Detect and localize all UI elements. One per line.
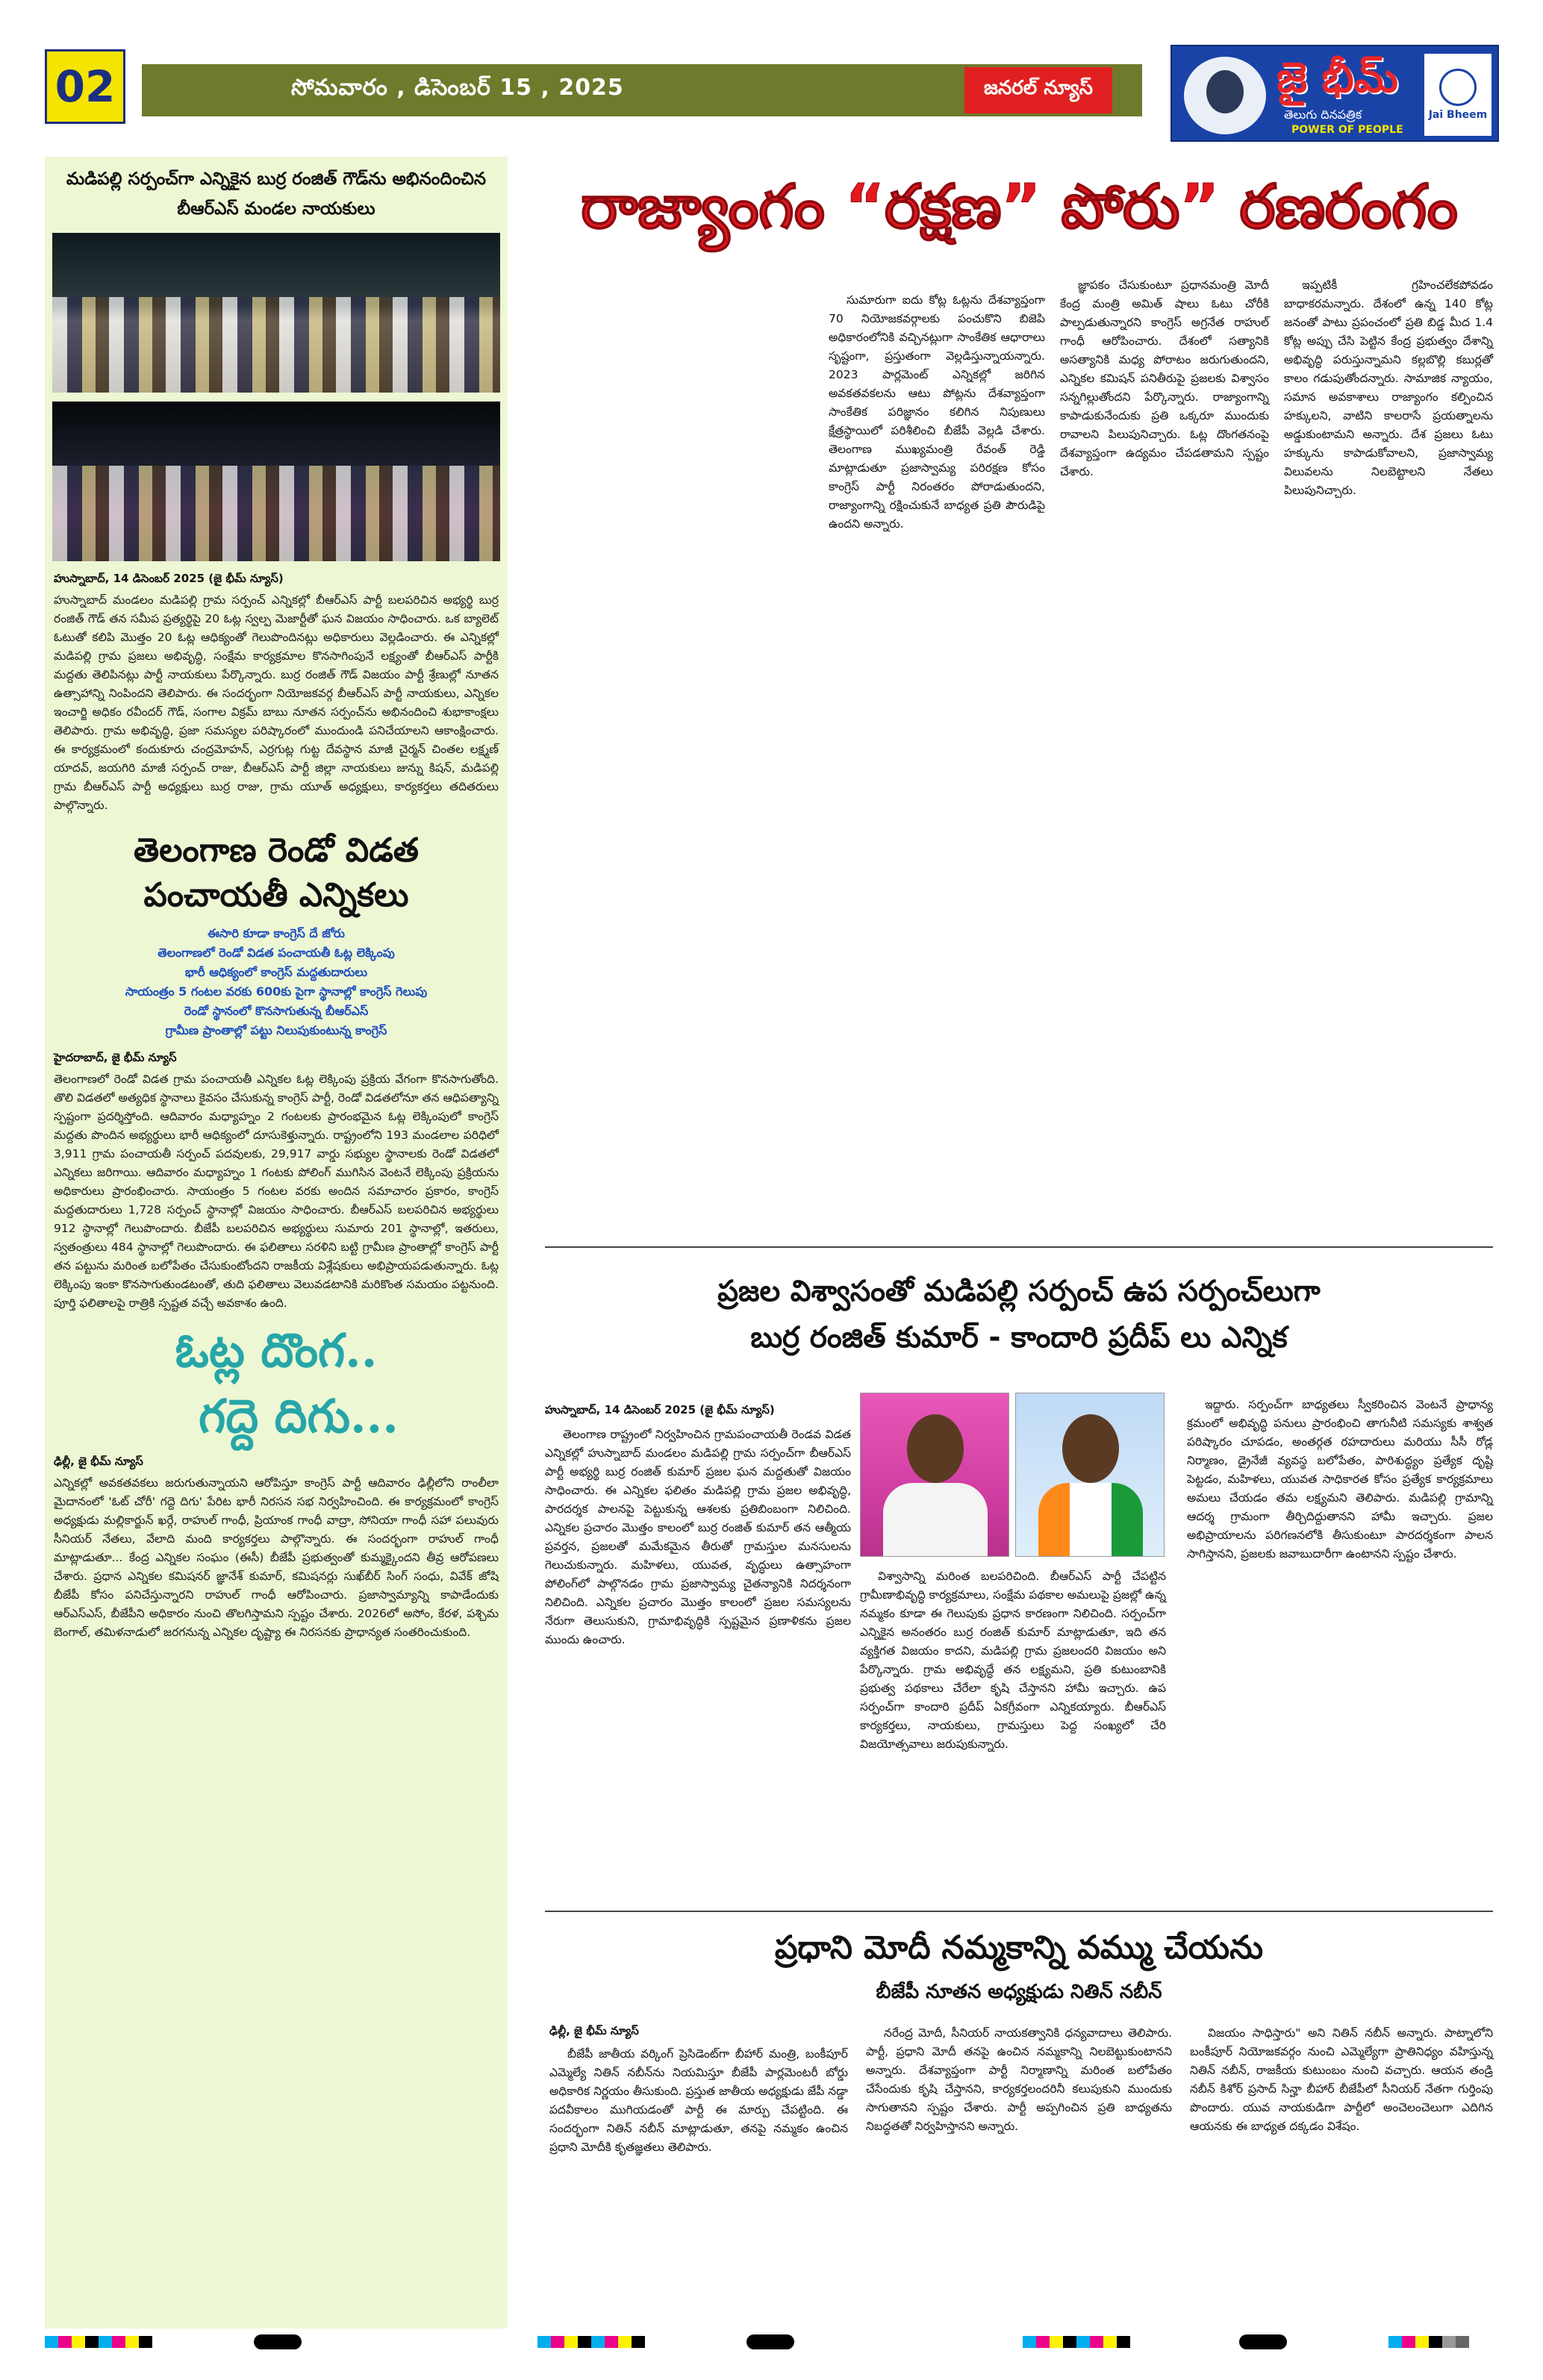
main-story-column-1 <box>829 291 1045 1224</box>
box-headline: మడిపల్లి సర్పంచ్‌గా ఎన్నికైన బుర్ర రంజిత్ గౌడ్‌ను అభినందించిన బీఆర్ఎస్ మండల నాయకులు <box>66 169 487 219</box>
headline-line: బుర్ర రంజిత్ కుమార్ - కాందారి ప్రదీప్ లు ఎన్నిక <box>750 1321 1288 1355</box>
main-story-column-3 <box>1284 276 1493 1224</box>
story-body: బీజేపీ జాతీయ వర్కింగ్ ప్రెసిడెంట్‌గా బీహార్ మంత్రి, బంకీపూర్ ఎమ్మెల్యే నితిన్ నబీన్‌ను నియమిస్తూ బీజేపీ పార్లమెంటరీ బోర్డు అధికారిక నిర్ణయం తీసుకుంది. ప్రస్తుత జాతీయ అధ్యక్షుడు జేపీ నడ్డా పదవీకాలం ముగియడంతో పార్టీ ఈ మార్పు చేపట్టింది. ఈ సందర్భంగా నితిన్ నబీన్ మాట్లాడుతూ, తనపై నమ్మకం ఉంచిన ప్రధాని మోదీకి కృతజ్ఞతలు తెలిపారు. <box>549 2047 848 2154</box>
sub-headline: రెండో స్థానంలో కొనసాగుతున్న బీఆర్ఎస్ <box>184 1004 369 1018</box>
story-dateline: హుస్నాబాద్, 14 డిసెంబర్ 2025 (జై భీమ్ న్యూస్) <box>545 1403 775 1417</box>
story-body: ఇప్పటికీ గ్రహించలేకపోవడం బాధాకరమన్నారు. దేశంలో ఉన్న 140 కోట్ల జనంతో పాటు ప్రపంచంలో ప్రతి బిడ్డ మీద 1.4 కోట్ల అప్పు చేసి పెట్టిన కేంద్ర ప్రభుత్వం దేశాన్ని అభివృద్ధి పరుస్తున్నామని కల్లబొల్లి కబుర్లతో కాలం గడుపుతోందన్నారు. సామాజిక న్యాయం, సమాన అవకాశాలు రాజ్యాంగం కల్పించిన హక్కులని, వాటిని కాలరాసే ప్రయత్నాలను అడ్డుకుంటామని అన్నారు. దేశ ప్రజలు ఓటు హక్కును కాపాడుకోవాలని, ప్రజాస్వామ్య విలువలను నిలబెట్టాలని నేతలు పిలుపునిచ్చారు. <box>1284 278 1493 497</box>
story-dateline: ఢిల్లీ, జై భీమ్ న్యూస్ <box>549 2024 639 2037</box>
registration-mark <box>746 2334 794 2349</box>
paper-tagline: POWER OF PEOPLE <box>1291 124 1403 136</box>
sub-headline: సాయంత్రం 5 గంటల వరకు 600కు పైగా స్థానాల్లో కాంగ్రెస్ గెలుపు <box>125 984 428 999</box>
brand-seal <box>1424 54 1491 136</box>
story-body: సుమారుగా ఐదు కోట్ల ఓట్లను దేశవ్యాప్తంగా 70 నియోజకవర్గాలకు పంచుకొని బిజెపి అధికారంలోనికి వచ్చినట్లుగా సాంకేతిక ఆధారాలు సృష్టంగా, ప్రస్తుతంగా వెల్లడిస్తున్నాయన్నారు. 2023 పార్లమెంట్ ఎన్నికల్లో జరిగిన అవకతవకలను ఆటు పోట్లను దేశవ్యాప్తంగా సాంకేతిక పరిజ్ఞానం కలిగిన నిపుణులు క్షేత్రస్థాయిలో పరిశీలించి బీజేపీ వెల్లడి చేశారు. తెలంగాణ ముఖ్యమంత్రి రేవంత్ రెడ్డి మాట్లాడుతూ ప్రజాస్వామ్య పరిరక్షణ కోసం కాంగ్రెస్ పార్టీ నిరంతరం పోరాడుతుందని, రాజ్యాంగాన్ని రక్షించుకునే బాధ్యత ప్రతి పౌరుడిపై ఉందని అన్నారు. <box>829 293 1045 531</box>
divider <box>545 1246 1493 1248</box>
newspaper-logo <box>1171 45 1499 142</box>
celebration-photo-day <box>52 233 500 393</box>
issue-date: సోమవారం , డిసెంబర్ 15 , 2025 <box>291 75 624 101</box>
deputy-sarpanch-photo <box>1015 1393 1165 1557</box>
registration-marks <box>1023 2336 1130 2348</box>
story-body: హుస్నాబాద్ మండలం మడిపల్లి గ్రామ సర్పంచ్ ఎన్నికల్లో బీఆర్ఎస్ పార్టీ బలపరిచిన అభ్యర్థి బుర్ర రంజిత్ గౌడ్ తన సమీప ప్రత్యర్థిపై 20 ఓట్ల స్వల్ప మెజార్టీతో ఘన విజయం సాధించారు. ఒక బ్యాలెట్ ఓటుతో కలిపి మొత్తం 20 ఓట్ల ఆధిక్యంతో గెలుపొందినట్లు అధికారులు వెల్లడించారు. ఈ ఎన్నికల్లో మడిపల్లి గ్రామ ప్రజలు అభివృద్ధి, సంక్షేమ కార్యక్రమాల కొనసాగింపునే లక్ష్యంతో బీఆర్ఎస్ పార్టీకి మద్దతు తెలిపినట్లు పార్టీ నాయకులు పేర్కొన్నారు. బుర్ర రంజిత్ గౌడ్ విజయం పార్టీ శ్రేణుల్లో నూతన ఉత్సాహాన్ని నింపిందని తెలిపారు. ఈ సందర్భంగా నియోజకవర్గ బీఆర్ఎస్ పార్టీ నాయకులు, ఎన్నికల ఇంచార్జి అధికం రవీందర్ గౌడ్, సంగాల విక్రమ్ బాబు నూతన సర్పంచ్‌ను అభినందించి శుభాకాంక్షలు తెలిపారు. గ్రామ అభివృద్ధి, ప్రజా సమస్యల పరిష్కారంలో ముందుండి పనిచేయాలని ఆకాంక్షించారు. ఈ కార్యక్రమంలో కందుకూరు చంద్రమోహన్, ఎర్రగుట్ల గుట్ట దేవస్థాన మాజీ చైర్మన్ చింతల లక్ష్మణ్ యాదవ్, జయగిరి మాజీ సర్పంచ్ రాజు, బీఆర్ఎస్ పార్టీ జిల్లా నాయకులు జున్ను కిషన్, మడిపల్లి గ్రామ బీఆర్ఎస్ పార్టీ అధ్యక్షులు బుర్ర రాజు, గ్రామ యూత్ అధ్యక్షులు, కార్యకర్తలు తదితరులు పాల్గొన్నారు. <box>54 593 499 812</box>
story-headline: తెలంగాణ రెండో విడత పంచాయతీ ఎన్నికలు <box>133 831 420 914</box>
story-body: తెలంగాణలో రెండో విడత గ్రామ పంచాయతీ ఎన్నికల ఓట్ల లెక్కింపు ప్రక్రియ వేగంగా కొనసాగుతోంది. తొలి విడతలో అత్యధిక స్థానాలు కైవసం చేసుకున్న కాంగ్రెస్ పార్టీ, రెండో విడతలోనూ తన ఆధిపత్యాన్ని స్పష్టంగా ప్రదర్శిస్తోంది. ఆదివారం మధ్యాహ్నం 2 గంటలకు ప్రారంభమైన ఓట్ల లెక్కింపులో కాంగ్రెస్ మద్దతు పొందిన అభ్యర్థులు భారీ ఆధిక్యంలో దూసుకెళ్తున్నారు. రాష్ట్రంలోని 193 మండలాల పరిధిలో 3,911 గ్రామ పంచాయతీ సర్పంచ్ పదవులకు, 29,917 వార్డు సభ్యుల స్థానాలకు రెండో విడతలో ఎన్నికలు జరిగాయి. ఆదివారం మధ్యాహ్నం 1 గంటకు పోలింగ్ ముగిసిన వెంటనే లెక్కింపు ప్రక్రియను అధికారులు ప్రారంభించారు. సాయంత్రం 5 గంటల వరకు అందిన సమాచారం ప్రకారం, కాంగ్రెస్ మద్దతుదారులు 1,728 సర్పంచ్ స్థానాల్లో విజయం సాధించారు. బీఆర్ఎస్ బలపరిచిన అభ్యర్థులు 912 స్థానాల్లో గెలుపొందారు. బీజేపీ బలపరిచిన అభ్యర్థులు సుమారు 201 స్థానాల్లో, ఇతరులు, స్వతంత్రులు 484 స్థానాల్లో గెలుపొందారు. ఈ ఫలితాలు సరళిని బట్టి గ్రామీణ ప్రాంతాల్లో కాంగ్రెస్ పార్టీ తన పట్టును మరింత బలోపేతం చేసుకుంటోందని రాజకీయ విశ్లేషకులు అభిప్రాయపడుతున్నారు. ఓట్ల లెక్కింపు ఇంకా కొనసాగుతుండటంతో, తుది ఫలితాలు వెలువడటానికి మరికొంత సమయం పట్టనుంది. పూర్తి ఫలితాలపై రాత్రికి స్పష్టత వచ్చే అవకాశం ఉంది. <box>54 1072 499 1310</box>
story-body: జ్ఞాపకం చేసుకుంటూ ప్రధానమంత్రి మోదీ కేంద్ర మంత్రి అమిత్ షాలు ఓటు చోరీకి పాల్పడుతున్నారని కాంగ్రెస్ అగ్రనేత రాహుల్ గాంధీ ఆరోపించారు. దేశంలో సత్యానికి అసత్యానికి మధ్య పోరాటం జరుగుతుందని, ఎన్నికల కమిషన్ పనితీరుపై ప్రజలకు విశ్వాసం సన్నగిల్లుతోందని పేర్కొన్నారు. రాజ్యాంగాన్ని కాపాడుకునేందుకు ప్రతి ఒక్కరూ ముందుకు రావాలని పిలుపునిచ్చారు. ఓట్ల దొంగతనంపై దేశవ్యాప్తంగా ఉద్యమం చేపడతామని స్పష్టం చేశారు. <box>1060 278 1269 478</box>
registration-mark <box>254 2334 302 2349</box>
face-image <box>1062 1414 1119 1483</box>
crowd-image <box>52 297 500 393</box>
page-number: 02 <box>45 49 125 124</box>
story-body: ఇద్దారు. సర్పంచ్‌గా బాధ్యతలు స్వీకరించిన వెంటనే ప్రాధాన్య క్రమంలో అభివృద్ధి పనులు ప్రారంభించి తాగునీటి సమస్యకు శాశ్వత పరిష్కారం చూపడం, అంతర్గత రహదారులు మరియు సీసీ రోడ్ల నిర్మాణం, డ్రైనేజీ వ్యవస్థ బలోపేతం, పారిశుద్ధ్యం ప్రత్యేక దృష్టి పెట్టడం, మహిళలు, యువత సాధికారత కోసం ప్రత్యేక కార్యక్రమాలు అమలు చేయడం తమ లక్ష్యమని తెలిపారు. మడిపల్లి గ్రామాన్ని ఆదర్శ గ్రామంగా తీర్చిదిద్దుతానని హామీ ఇచ్చారు. ప్రజల అభిప్రాయాలను పరిగణనలోకి తీసుకుంటూ పారదర్శకంగా పాలన సాగిస్తానని, ప్రజలకు జవాబుదారీగా ఉంటానని స్పష్టం చేశారు. <box>1187 1398 1493 1561</box>
modi-column-2 <box>866 2024 1172 2323</box>
portrait-image <box>1184 57 1266 134</box>
modi-subheadline: బీజేపీ నూతన అధ్యక్షుడు నితిన్ నబీన్ <box>876 1981 1162 2003</box>
sub-headline: ఈసారి కూడా కాంగ్రెస్ దే జోరు <box>208 926 345 940</box>
registration-mark <box>1239 2334 1287 2349</box>
story-body: విశ్వాసాన్ని మరింత బలపరిచింది. బీఆర్ఎస్ పార్టీ చేపట్టిన గ్రామీణాభివృద్ధి కార్యక్రమాలు, సంక్షేమ పథకాల అమలుపై ప్రజల్లో ఉన్న నమ్మకం కూడా ఈ గెలుపుకు ప్రధాన కారణంగా నిలిచింది. సర్పంచ్‌గా ఎన్నికైన అనంతరం బుర్ర రంజిత్ కుమార్ మాట్లాడుతూ, ఇది తన వ్యక్తిగత విజయం కాదని, మడిపల్లి గ్రామ ప్రజలందరి విజయం అని పేర్కొన్నారు. గ్రామ అభివృద్ధే తన లక్ష్యమని, ప్రతి కుటుంబానికి ప్రభుత్వ పథకాలు చేరేలా కృషి చేస్తానని హామీ ఇచ్చారు. ఉప సర్పంచ్‌గా కాందారి ప్రదీప్ ఏకగ్రీవంగా ఎన్నికయ్యారు. బీఆర్ఎస్ కార్యకర్తలు, నాయకులు, గ్రామస్తులు పెద్ద సంఖ్యలో చేరి విజయోత్సవాలు జరుపుకున్నారు. <box>860 1570 1166 1751</box>
sarpanch-photo <box>860 1393 1009 1557</box>
paper-name: జై భీమ్ <box>1277 54 1398 102</box>
story-body: తెలంగాణ రాష్ట్రంలో నిర్వహించిన గ్రామపంచాయతీ రెండవ విడత ఎన్నికల్లో హుస్నాబాద్ మండలం మడిపల్లి గ్రామ సర్పంచ్‌గా బీఆర్ఎస్ పార్టీ అభ్యర్థి బుర్ర రంజిత్ కుమార్ ప్రజల ఘన మద్దతుతో విజయం సాధించారు. ఈ ఎన్నికల ఫలితం మడిపల్లి గ్రామ ప్రజల అభివృద్ధి, పారదర్శక పాలనపై పెట్టుకున్న ఆశలకు ప్రతిబింబంగా నిలిచింది. ఎన్నికల ప్రచారం మొత్తం కాలంలో బుర్ర రంజిత్ కుమార్ తన ఆత్మీయ ప్రవర్తన, ప్రజలతో మమేకమైన తీరుతో గ్రామస్తుల మనసులను గెలుచుకున్నారు. మహిళలు, యువత, వృద్ధులు ఉత్సాహంగా పోలింగ్‌లో పాల్గొనడం గ్రామ ప్రజాస్వామ్య చైతన్యానికి నిదర్శనంగా నిలిచింది. ఎన్నికల ప్రచారం మొత్తం కాలంలో ప్రజల సమస్యలను నేరుగా తెలుసుకుని, గ్రామాభివృద్ధికి స్పష్టమైన ప్రణాళికను ప్రజల ముందు ఉంచారు. <box>545 1428 851 1646</box>
story-headline: గద్దె దిగు... <box>199 1389 399 1443</box>
story-dateline: హైదరాబాద్, జై భీమ్ న్యూస్ <box>54 1051 177 1064</box>
story-body: ఎన్నికల్లో అవకతవకలు జరుగుతున్నాయని ఆరోపిస్తూ కాంగ్రెస్ పార్టీ ఆదివారం ఢిల్లీలోని రాంలీలా మైదానంలో 'ఓట్ చోరీ' గద్దె దిగు' పేరిట భారీ నిరసన సభ నిర్వహించింది. ఈ కార్యక్రమంలో కాంగ్రెస్ అధ్యక్షుడు మల్లికార్జున్ ఖర్గే, రాహుల్ గాంధీ, ప్రియాంక గాంధీ వాద్రా, సోనియా గాంధీ సహా పలువురు సీనియర్ నేతలు, వేలాది మంది కార్యకర్తలు పాల్గొన్నారు. ఈ సందర్భంగా రాహుల్ గాంధీ మాట్లాడుతూ... కేంద్ర ఎన్నికల సంఘం (ఈసీ) బీజేపీ ప్రభుత్వంతో కుమ్మక్కైందని తీవ్ర ఆరోపణలు చేశారు. ప్రధాన ఎన్నికల కమిషనర్ జ్ఞానేశ్ కుమార్, కమిషనర్లు సుఖ్‌బీర్ సింగ్ సంధు, వివేక్ జోషి బీజేపీ కోసం పనిచేస్తున్నారని రాహుల్ గాంధీ ఆరోపించారు. ప్రజాస్వామ్యాన్ని కాపాడేందుకు ఆర్ఎస్ఎస్, బీజేపీని అధికారం నుంచి తొలగిస్తామని స్పష్టం చేశారు. 2026లో అసోం, కేరళ, పశ్చిమ బెంగాల్, తమిళనాడులో జరగనున్న ఎన్నికల దృష్ట్యా ఈ నిరసనకు ప్రాధాన్యత సంతరించుకుంది. <box>54 1476 499 1639</box>
modi-column-1 <box>549 2045 848 2321</box>
sub-headline: గ్రామీణ ప్రాంతాల్లో పట్టు నిలుపుకుంటున్న కాంగ్రెస్ <box>165 1023 387 1037</box>
registration-marks <box>537 2336 645 2348</box>
modi-column-3 <box>1190 2024 1493 2323</box>
modi-headline: ప్రధాని మోదీ నమ్మకాన్ని వమ్ము చేయను <box>774 1929 1264 1967</box>
left-column <box>45 157 508 2329</box>
story-body: నరేంద్ర మోదీ, సీనియర్ నాయకత్వానికి ధన్యవాదాలు తెలిపారు. పార్టీ, ప్రధాని మోదీ తనపై ఉంచిన నమ్మకాన్ని నిలబెట్టుకుంటానని అన్నారు. దేశవ్యాప్తంగా పార్టీ నిర్మాణాన్ని మరింత బలోపేతం చేసేందుకు కృషి చేస్తానని, కార్యకర్తలందరినీ కలుపుకుని ముందుకు సాగుతానని స్పష్టం చేశారు. పార్టీ అప్పగించిన ప్రతి బాధ్యతను నిబద్ధతతో నిర్వహిస్తానని అన్నారు. <box>866 2026 1172 2133</box>
sarpanch-column-3 <box>1187 1396 1493 1888</box>
face-image <box>907 1414 964 1483</box>
crowd-image <box>52 466 500 561</box>
sub-headline: భారీ ఆధిక్యంలో కాంగ్రెస్ మద్దతుదారులు <box>184 965 368 979</box>
story-dateline: ఢిల్లీ, జై భీమ్ న్యూస్ <box>54 1455 143 1468</box>
body-image <box>1038 1483 1143 1557</box>
paper-subtitle: తెలుగు దినపత్రిక <box>1284 107 1362 122</box>
registration-marks <box>45 2336 152 2348</box>
sub-headline: తెలంగాణలో రెండో విడత పంచాయతీ ఓట్ల లెక్కింపు <box>158 946 395 960</box>
body-image <box>883 1483 988 1557</box>
story-dateline: హుస్నాబాద్, 14 డిసెంబర్ 2025 (జై భీమ్ న్యూస్) <box>54 572 284 585</box>
main-headline: రాజ్యాంగం “రక్షణ” పోరు” రణరంగం <box>580 172 1458 243</box>
headline-line: ప్రజల విశ్వాసంతో మడిపల్లి సర్పంచ్ ఉప సర్పంచ్‌లుగా <box>717 1275 1321 1308</box>
date-bar <box>142 64 1142 116</box>
sarpanch-column-1 <box>545 1425 851 1888</box>
sarpanch-column-2 <box>860 1567 1166 1888</box>
section-tag: జనరల్ న్యూస్ <box>964 67 1112 113</box>
brand-name: Jai Bheem <box>1428 109 1488 121</box>
celebration-photo-night <box>52 402 500 561</box>
sarpanch-headline <box>545 1269 1493 1361</box>
main-story-column-2 <box>1060 276 1269 1224</box>
registration-marks <box>1388 2336 1469 2348</box>
seal-icon <box>1439 69 1477 106</box>
sub-headlines <box>45 924 508 1040</box>
story-body: విజయం సాధిస్తారు" అని నితిన్ నబీన్ అన్నారు. పాట్నాలోని బంకీపూర్ నియోజకవర్గం నుంచి ఎమ్మెల్యేగా ప్రాతినిధ్యం వహిస్తున్న నితిన్ నబీన్, రాజకీయ కుటుంబం నుంచి వచ్చారు. ఆయన తండ్రి నబీన్ కిశోర్ ప్రసాద్ సిన్హా బీహార్ బీజేపీలో సీనియర్ నేతగా గుర్తింపు పొందారు. యువ నాయకుడిగా పార్టీలో అంచెలంచెలుగా ఎదిగిన ఆయనకు ఈ బాధ్యత దక్కడం విశేషం. <box>1190 2026 1493 2133</box>
story-headline: ఓట్ల దొంగ.. <box>175 1323 378 1378</box>
divider <box>545 1911 1493 1912</box>
